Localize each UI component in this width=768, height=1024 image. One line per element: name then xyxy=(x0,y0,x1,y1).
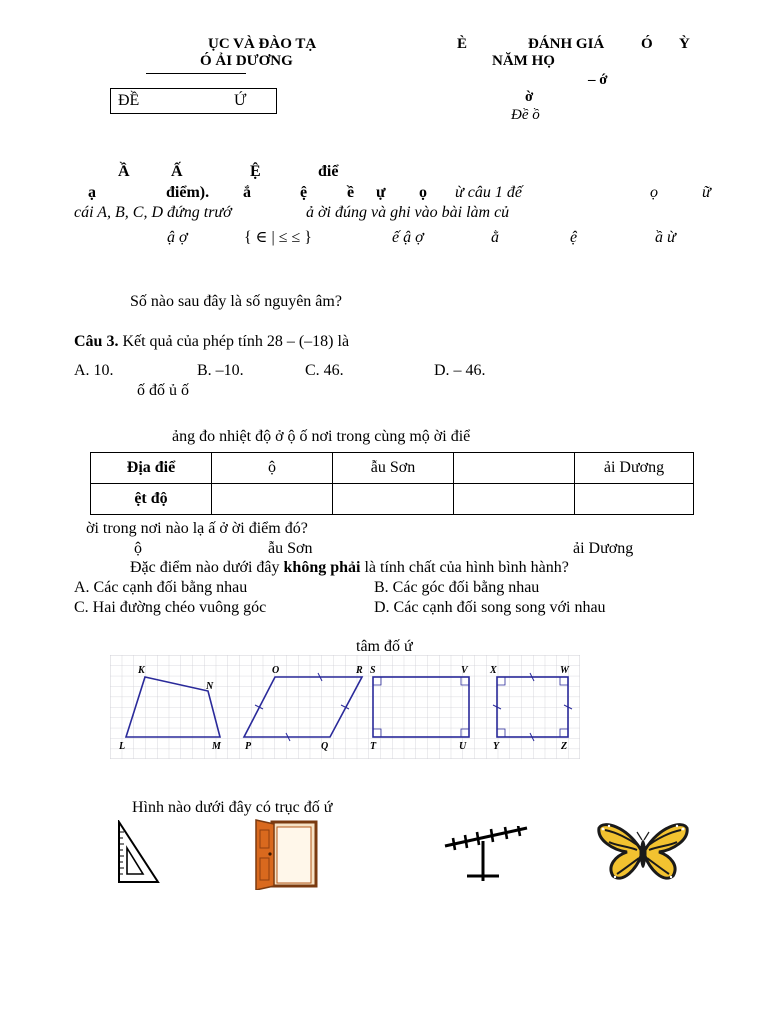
instr-line4-f: ầ ừ xyxy=(655,229,676,246)
vertex-label: Z xyxy=(561,741,568,752)
question-5 xyxy=(130,559,569,577)
header-exam-a: È xyxy=(457,36,468,52)
q5-option-b: B. Các góc đối bằng nhau xyxy=(374,579,540,596)
instr-line2-b: điểm). xyxy=(166,184,210,201)
table-cell xyxy=(454,484,575,515)
q3-option-c: C. 46. xyxy=(305,362,344,379)
vertex-label: T xyxy=(370,741,377,752)
vertex-label: O xyxy=(272,665,280,676)
question-3-text: Kết quả của phép tính 28 – (–18) là xyxy=(122,333,350,350)
question-5-text-c: là tính chất của hình bình hành? xyxy=(364,559,569,576)
question-6-caption: tâm đố ứ xyxy=(356,638,413,655)
header-exam-d: Ỳ xyxy=(679,36,690,52)
question-4-line: ố đố ủ ố xyxy=(137,382,189,399)
instr-line2-j: ữ xyxy=(702,184,711,201)
table-cell xyxy=(575,484,694,515)
header-exam-b: ĐÁNH GIÁ xyxy=(528,36,605,52)
vertex-label: P xyxy=(245,741,252,752)
question-7-text: Hình nào dưới đây có trục đố ứ xyxy=(132,799,333,816)
official-exam-label-1: ĐỀ xyxy=(118,92,140,109)
temperature-table-caption: ảng đo nhiệt độ ở ộ ố nơi trong cùng mộ ời điể xyxy=(172,428,471,445)
vertex-label: K xyxy=(138,665,145,676)
q5-option-a: A. Các cạnh đối bằng nhau xyxy=(74,579,248,596)
set-notation: { ∈ | ≤ ≤ } xyxy=(244,229,312,246)
instr-line3-a: cái A, B, C, D đứng trướ xyxy=(74,204,232,221)
quadrilaterals-figure xyxy=(110,655,580,759)
table-header-temperature: ệt độ xyxy=(91,484,212,515)
butterfly-icon xyxy=(597,820,689,884)
table-cell: ộ xyxy=(212,453,333,484)
instr-line2-c: ắ xyxy=(243,184,251,201)
header-province: Ó ẢI DƯƠNG xyxy=(200,53,293,69)
antenna-icon xyxy=(441,826,531,884)
instr-line4-c: ế ậ ợ xyxy=(392,229,424,246)
question-3 xyxy=(74,333,349,351)
instr-line2-f: ự xyxy=(376,184,386,201)
header-exam-c: Ó xyxy=(641,36,653,52)
vertex-label: L xyxy=(119,741,126,752)
instr-line4-d: ằ xyxy=(491,229,499,246)
vertex-label: S xyxy=(370,665,376,676)
q3-option-d: D. – 46. xyxy=(434,362,486,379)
table-row xyxy=(91,484,694,515)
q3-option-a: A. 10. xyxy=(74,362,114,379)
header-pages: Đề ồ xyxy=(511,107,540,123)
table-cell xyxy=(454,453,575,484)
temperature-table xyxy=(90,452,694,515)
header-dept: ỤC VÀ ĐÀO TẠ xyxy=(208,36,317,52)
instr-line2-d: ệ xyxy=(300,184,308,201)
section-heading-b: Ấ xyxy=(171,163,183,180)
table-cell xyxy=(212,484,333,515)
instr-line3-b: ả ời đúng và ghi vào bài làm củ xyxy=(306,204,510,221)
table-cell: ải Dương xyxy=(575,453,694,484)
q5-option-c: C. Hai đường chéo vuông góc xyxy=(74,599,267,616)
question-4-question: ời trong nơi nào lạ ấ ở ời điểm đó? xyxy=(86,520,308,537)
instr-line2-e: ề xyxy=(347,184,355,201)
instr-line2-a: ạ xyxy=(88,184,96,201)
q4-option-c: ải Dương xyxy=(573,540,634,557)
section-heading-d: điể xyxy=(318,163,339,180)
question-5-text-a: Đặc điểm nào dưới đây xyxy=(130,559,280,576)
vertex-label: X xyxy=(490,665,497,676)
instr-line2-g: ọ xyxy=(419,184,427,201)
table-row xyxy=(91,453,694,484)
instr-line4-e: ệ xyxy=(570,229,578,246)
q4-option-a: ộ xyxy=(134,540,142,557)
question-3-label: Câu 3. xyxy=(74,333,119,350)
vertex-label: U xyxy=(459,741,467,752)
vertex-label: Q xyxy=(321,741,329,752)
question-2-text: Số nào sau đây là số nguyên âm? xyxy=(130,293,342,310)
section-heading-a: Ầ xyxy=(118,163,130,180)
header-underline xyxy=(146,73,246,74)
set-square-icon xyxy=(113,820,163,886)
question-5-emphasis: không phải xyxy=(283,559,361,576)
vertex-label: V xyxy=(461,665,468,676)
header-subject: – ớ xyxy=(588,72,608,88)
instr-line4-a: ậ ợ xyxy=(167,229,188,246)
q4-option-b: ẫu Sơn xyxy=(268,540,313,557)
door-icon xyxy=(250,818,320,890)
table-cell xyxy=(333,484,454,515)
q5-option-d: D. Các cạnh đối song song với nhau xyxy=(374,599,606,616)
instr-line2-h: ừ câu 1 đế xyxy=(455,184,522,201)
vertex-label: Y xyxy=(493,741,500,752)
official-exam-label-2: Ứ xyxy=(234,92,247,109)
vertex-label: R xyxy=(356,665,363,676)
instr-line2-i: ọ xyxy=(650,184,658,201)
header-school-year: NĂM HỌ xyxy=(492,53,555,69)
vertex-label: W xyxy=(560,665,569,676)
table-cell: ẫu Sơn xyxy=(333,453,454,484)
table-header-location: Địa điể xyxy=(91,453,212,484)
vertex-label: M xyxy=(212,741,221,752)
vertex-label: N xyxy=(206,681,214,692)
q3-option-b: B. –10. xyxy=(197,362,244,379)
header-time: ờ xyxy=(525,89,534,105)
section-heading-c: Ệ xyxy=(250,163,261,180)
